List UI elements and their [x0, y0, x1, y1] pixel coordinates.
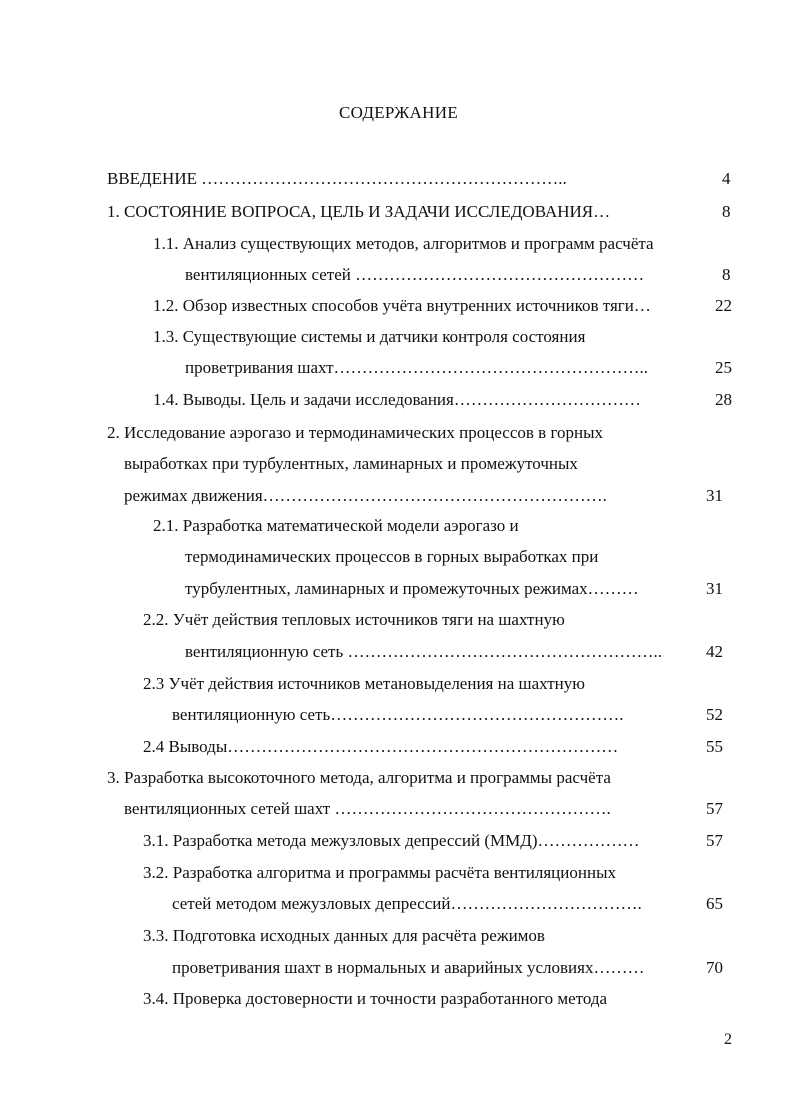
toc-page-number: 31: [706, 579, 723, 598]
toc-entry-chapter-1: 1. СОСТОЯНИЕ ВОПРОСА, ЦЕЛЬ И ЗАДАЧИ ИССЛЕДОВАНИЯ…: [107, 202, 611, 221]
toc-page-number: 57: [706, 831, 723, 850]
page-number: 2: [724, 1031, 732, 1048]
toc-page-number: 31: [706, 486, 723, 505]
toc-entry-chapter-2-cont: режимах движения…………………………………………………….: [124, 486, 607, 505]
toc-page-number: 52: [706, 705, 723, 724]
toc-entry-2-2-cont: вентиляционную сеть ………………………………………………..: [185, 642, 662, 661]
toc-entry-2-3: 2.3 Учёт действия источников метановыделения на шахтную: [143, 674, 585, 693]
toc-entry-chapter-3-cont: вентиляционных сетей шахт ………………………………………….: [124, 799, 611, 818]
toc-entry-2-1-cont: турбулентных, ламинарных и промежуточных режимах………: [185, 579, 639, 598]
toc-entry-1-3: 1.3. Существующие системы и датчики контроля состояния: [153, 327, 586, 346]
toc-entry-3-4: 3.4. Проверка достоверности и точности разработанного метода: [143, 989, 608, 1008]
toc-entry-3-3-cont: проветривания шахт в нормальных и аварийных условиях………: [172, 958, 645, 977]
toc-page-number: 70: [706, 958, 723, 977]
toc-page-number: 8: [722, 202, 731, 221]
toc-entry-1-4: 1.4. Выводы. Цель и задачи исследования……………………………: [153, 390, 641, 409]
toc-entry-3-2-cont: сетей методом межузловых депрессий…………………………….: [172, 894, 642, 913]
toc-entry-introduction: ВВЕДЕНИЕ ………………………………………………………..: [107, 169, 567, 188]
toc-entry-2-1-cont: термодинамических процессов в горных выработках при: [185, 547, 599, 566]
toc-page-number: 25: [715, 358, 732, 377]
toc-entry-chapter-3: 3. Разработка высокоточного метода, алгоритма и программы расчёта: [107, 768, 611, 787]
toc-page-number: 8: [722, 265, 731, 284]
toc-page-number: 42: [706, 642, 723, 661]
toc-page-number: 65: [706, 894, 723, 913]
toc-entry-1-2: 1.2. Обзор известных способов учёта внутренних источников тяги…: [153, 296, 651, 315]
toc-entry-3-3: 3.3. Подготовка исходных данных для расчёта режимов: [143, 926, 545, 945]
toc-entry-2-2: 2.2. Учёт действия тепловых источников тяги на шахтную: [143, 610, 565, 629]
toc-entry-2-3-cont: вентиляционную сеть…………………………………………….: [172, 705, 624, 724]
toc-page-number: 55: [706, 737, 723, 756]
toc-page-number: 4: [722, 169, 731, 188]
toc-entry-2-1: 2.1. Разработка математической модели аэрогазо и: [153, 516, 519, 535]
page-title: СОДЕРЖАНИЕ: [338, 103, 459, 122]
toc-entry-1-1: 1.1. Анализ существующих методов, алгоритмов и программ расчёта: [153, 234, 654, 253]
toc-entry-chapter-2-cont: выработках при турбулентных, ламинарных и промежуточных: [124, 454, 578, 473]
toc-entry-1-3-cont: проветривания шахт………………………………………………..: [185, 358, 649, 377]
toc-page-number: 28: [715, 390, 732, 409]
toc-entry-3-1: 3.1. Разработка метода межузловых депрессий (ММД)………………: [143, 831, 640, 850]
toc-entry-3-2: 3.2. Разработка алгоритма и программы расчёта вентиляционных: [143, 863, 616, 882]
toc-entry-chapter-2: 2. Исследование аэрогазо и термодинамических процессов в горных: [107, 423, 604, 442]
toc-page-number: 57: [706, 799, 723, 818]
toc-entry-1-1-cont: вентиляционных сетей ……………………………………………: [185, 265, 645, 284]
toc-page-number: 22: [715, 296, 732, 315]
toc-entry-2-4: 2.4 Выводы……………………………………………………………: [143, 737, 619, 756]
